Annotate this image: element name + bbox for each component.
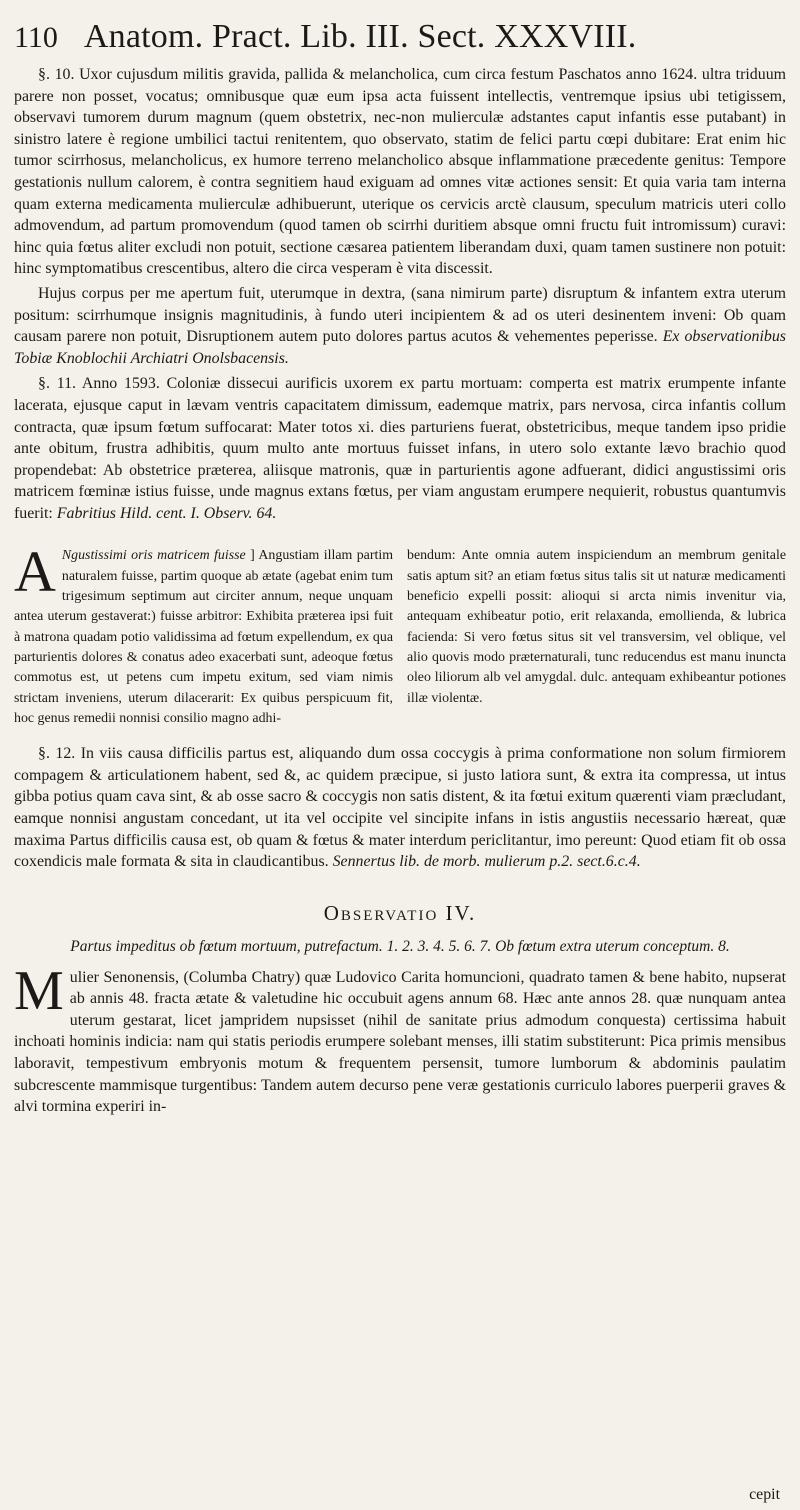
page-number: 110 <box>14 21 58 54</box>
commentary-left-text: ] Angustiam illam partim naturalem fuisse, partim quoque ab ætate (agebat enim tum trigesimum septimum aut circiter annum, neque unquam antea uterum gestaverat:) fuisse arbitror: Exhibita præterea ipsi fuit à matrona quadam potio validissima ad fœtum expellendum, ex qua parturientis dolores & conatus adeo exacerbati sunt, adeoque fœtus commotus est, ut petens cum impetu exitum, sed viam nimis strictam inveniens, uterum dilacerarit: Ex quibus perspicuum fit, hoc genus remedii nonnisi consilio magno adhi- <box>14 548 393 726</box>
commentary-lemma: Ngustissimi oris matricem fuisse <box>61 548 246 564</box>
page-header <box>14 18 786 64</box>
section-12-citation: Sennertus lib. de morb. mulierum p.2. sect.6.c.4. <box>332 853 641 871</box>
catchword: cepit <box>749 1486 780 1503</box>
main-text <box>14 64 786 524</box>
commentary-right-text: bendum: Ante omnia autem inspiciendum an membrum genitale satis aptum sit? an etiam fœtus situs talis sit ut naturæ medicamenti beneficio expelli possit: alioqui si arcta nimis invenitur via, antequam exhibeatur potio, erit relaxanda, emollienda, & lubrica facienda: Si vero fœtus situs sit vel transversim, vel oblique, vel alio quovis modo præternaturali, tunc reducendus est manu inuncta oleo liliorum alb vel amygdal. dulc. antequam exhibeantur potiones illæ violentæ. <box>407 548 786 706</box>
observatio-summary: Partus impeditus ob fœtum mortuum, putrefactum. 1. 2. 3. 4. 5. 6. 7. Ob fœtum extra uterum conceptum. 8. <box>70 937 730 955</box>
section-10-text: Hujus corpus per me apertum fuit, uterumque in dextra, (sana nimirum parte) disruptum & infantem extra uterum positum: scirrhumque insignis magnitudinis, à fundo uteri incipientem & ad os uteri desinentem inveni: Ob quam causam parere non potuit, Disruptionem autem puto dolores partus acutos & vehementes peperisse. <box>14 284 786 346</box>
commentary-left-column <box>14 539 393 729</box>
observatio-heading: Observatio IV. <box>323 900 477 925</box>
section-10-second-paragraph <box>14 283 786 369</box>
drop-cap-a: A <box>14 539 56 605</box>
running-head: Anatom. Pract. Lib. III. Sect. XXXVIII. <box>83 18 637 55</box>
section-10-citation: Ex observationibus Tobiæ Knoblochii Archiatri Onolsbacensis. <box>14 328 786 367</box>
section-11-paragraph <box>14 373 786 524</box>
section-12-block <box>14 743 786 873</box>
drop-cap-m: M <box>14 959 64 1022</box>
commentary-block <box>14 539 786 729</box>
section-10-paragraph: §. 10. Uxor cujusdum militis gravida, pallida & melancholica, cum circa festum Paschatos anno 1624. ultra triduum parere non posset, vocatus; omnibusque quæ eum ipsa acta fuissent intellectis, ventremque ipsius ubi tetigissem, observavi tumorem durum magnum (quem obstetrix, nec-non mulierculæ adstantes caput infantis esse putabant) in sinistro latere è regione umbilici tactui renitentem, quo observato, statim de felici partu cœpi dubitare: Erat enim hic tumor scirrhosus, melancholicus, ex humore terreno melancholico absque inflammatione præcedente genitus: Tempore gestationis nullum calorem, è contra segnitiem haud exiguam ad omnes vitæ actiones sensit: Et quia varia tam interna quam externa medicamenta mulierculæ adhibuerunt, uterique os cervicis arctè clausum, speculum matricis uteri collo admovendum, ad partum promovendum (quod tamen ob scirrhi duritiem absque omni fructu fuit intromissum) curavi: hinc quia fœtus aliter excludi non potuit, sectione cæsarea patientem liberandam duxi, quam tamen sustinere non potuit: hinc symptomatibus crescentibus, altero die circa vesperam è vita discessit. <box>14 66 786 278</box>
section-11-citation: Fabritius Hild. cent. I. Observ. 64. <box>56 504 277 522</box>
section-12-text: §. 12. In viis causa difficilis partus est, aliquando dum ossa coccygis à prima conformatione non solum firmiorem compagem & articulationem habent, sed &, ac quidem præcipue, si justo latiora sunt, & extra ita compressa, ut intus gibba potius quam cava sint, & ab osse sacro & coccygis non satis distent, & ita fœtui exitum quærenti viam præcludant, eamque nonnisi angustam concedant, ut ita vel occipite vel sincipite infans in istis angustiis necessario hæreat, quæ maxima Partus difficilis causa est, ob quam & fœtus & mater interdum periclitantur, imo pereunt: Quod etiam fit ob ossa coxendicis male formata & sita in claudicantibus. <box>14 745 786 871</box>
observatio-body <box>14 959 786 1118</box>
commentary-left-paragraph <box>14 539 393 729</box>
section-12-paragraph <box>14 743 786 873</box>
commentary-right-column <box>407 546 786 729</box>
observatio-text: ulier Senonensis, (Columba Chatry) quæ Ludovico Carita homuncioni, quadrato tamen & bene habito, nupserat ab annis 48. fracta ætate & valetudine hic occubuit agens annum 68. Hæc ante annos 28. quæ nunquam antea uterum gestarat, licet jampridem nupsisset (nihil de sanitate prius admodum conquesta) certissima habuit inchoati hominis indicia: nam qui statis periodis erumpere solebant menses, illi statim substiterunt: Pica primis mensibus laboravit, tempestivum embryonis motum & frequentem persensit, tumore lumborum & abdominis paulatim subcrescente mammisque turgentibus: Tandem autem decurso pene veræ gestationis curriculo labores puerperii graves & alvi tormina experiri in- <box>14 968 786 1116</box>
section-11-text: §. 11. Anno 1593. Coloniæ dissecui aurificis uxorem ex partu mortuam: comperta est matrix erumpente infante lacerata, ejusque caput in lævam ventris capacitatem dimissum, eademque matrix, pars nervosa, circa infantis collum contracta, quæ ipsum fœtum suffocarat: Mater totos xi. dies parturiens fuerat, obstetricibus, meque tandem ipso pridie ante obitum, frustra adhibitis, quum multo ante mortuus fuisset infans, in utero solo extante lævo brachio quod propendebat: Ab obstetrice præterea, aliisque matronis, quæ in parturientis agone adfuerant, didici angustissimi oris matricem fœminæ istius fuisse, unde magnus extans fœtus, per viam angustam erumpere nequierit, robustus quantumvis fuerit: <box>14 375 786 522</box>
